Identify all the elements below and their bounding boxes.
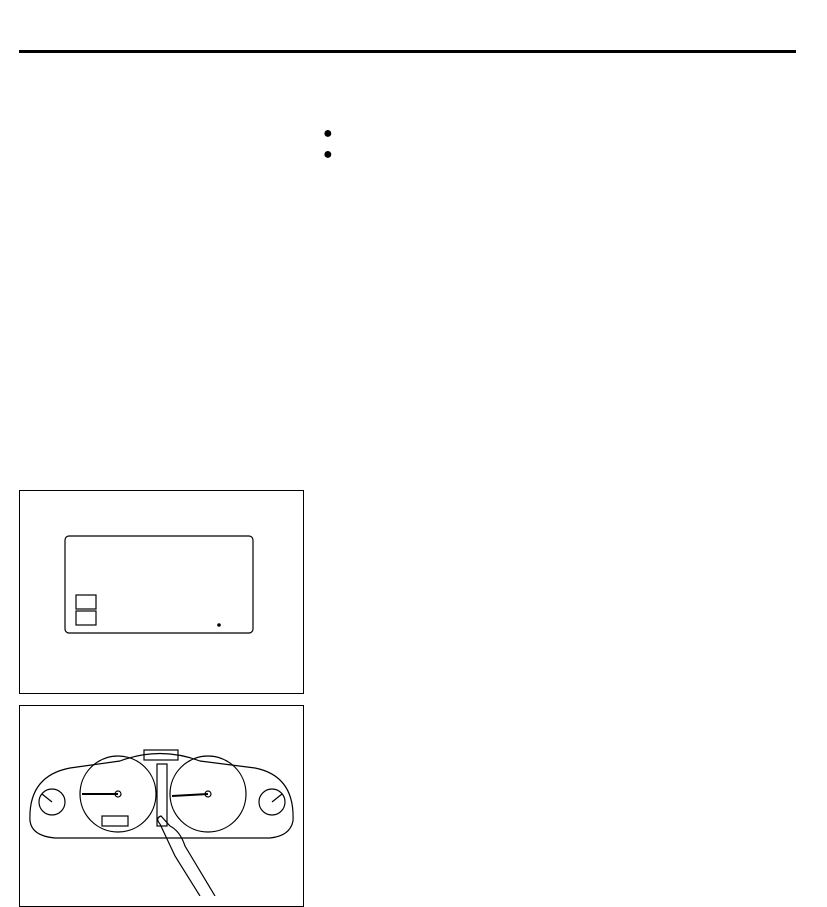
cluster-outline: [30, 754, 293, 839]
hand-illustration: [158, 816, 215, 896]
step-text: [353, 316, 795, 333]
combination-meter-illustration: [20, 706, 303, 896]
fuel-needle: [42, 794, 52, 802]
odo-trip-display-illustration: [20, 491, 303, 693]
bullet-icon: ●: [323, 125, 333, 142]
temp-needle: [272, 794, 282, 802]
header-rule: [19, 50, 796, 53]
trip-a-box: [76, 595, 96, 609]
speed-needle: [172, 794, 208, 796]
step-text: [353, 702, 795, 736]
trip-b-box: [76, 611, 96, 625]
warning-panel: [144, 750, 178, 760]
lcd-frame: [65, 536, 253, 633]
step-text: [353, 196, 795, 213]
decimal-point: [217, 623, 221, 627]
figure-odo-trip-segments: [19, 490, 304, 694]
odometer-window: [102, 816, 128, 826]
bullet-icon: ●: [323, 146, 333, 163]
figure-combination-meter: [19, 705, 304, 907]
